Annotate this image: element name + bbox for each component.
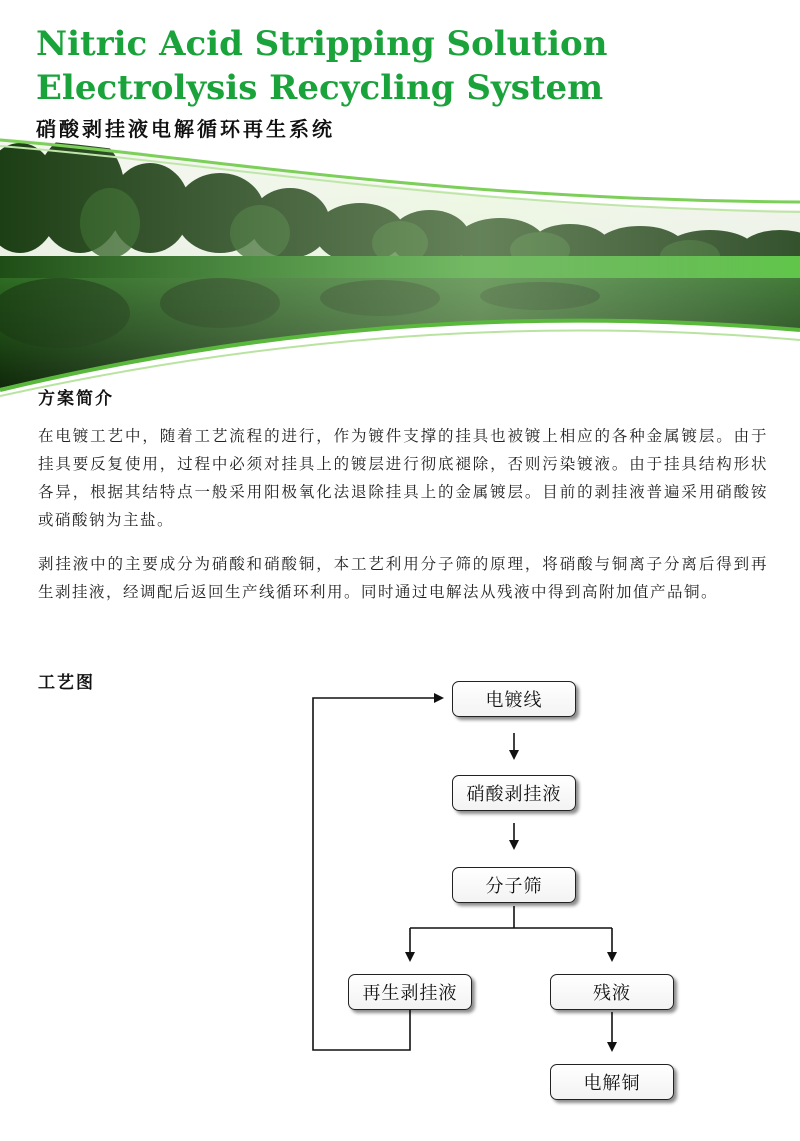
title-line-1: Nitric Acid Stripping Solution	[36, 24, 608, 64]
process-heading: 工艺图	[38, 673, 95, 693]
landscape-banner-image	[0, 138, 800, 398]
node-regenerated-solution: 再生剥挂液	[348, 974, 472, 1010]
intro-paragraph-1: 在电镀工艺中，随着工艺流程的进行，作为镀件支撑的挂具也被镀上相应的各种金属镀层。由于挂具要反复使用，过程中必须对挂具上的镀层进行彻底褪除，否则污染镀液。由于挂具结构形状各异，根据其结特点一般采用阳极氧化法退除挂具上的金属镀层。目前的剥挂液普遍采用硝酸铵或硝酸钠为主盐。	[38, 427, 768, 529]
english-title	[36, 22, 607, 110]
node-residual-liquid: 残液	[550, 974, 674, 1010]
intro-paragraph-2: 剥挂液中的主要成分为硝酸和硝酸铜，本工艺利用分子筛的原理，将硝酸与铜离子分离后得到再生剥挂液，经调配后返回生产线循环利用。同时通过电解法从残液中得到高附加值产品铜。	[38, 555, 768, 601]
node-plating-line: 电镀线	[452, 681, 576, 717]
chinese-title: 硝酸剥挂液电解循环再生系统	[36, 117, 335, 141]
node-electrolytic-copper: 电解铜	[550, 1064, 674, 1100]
node-stripping-solution: 硝酸剥挂液	[452, 775, 576, 811]
intro-heading: 方案简介	[38, 389, 114, 409]
title-line-2: Electrolysis Recycling System	[36, 68, 604, 108]
node-molecular-sieve: 分子筛	[452, 867, 576, 903]
